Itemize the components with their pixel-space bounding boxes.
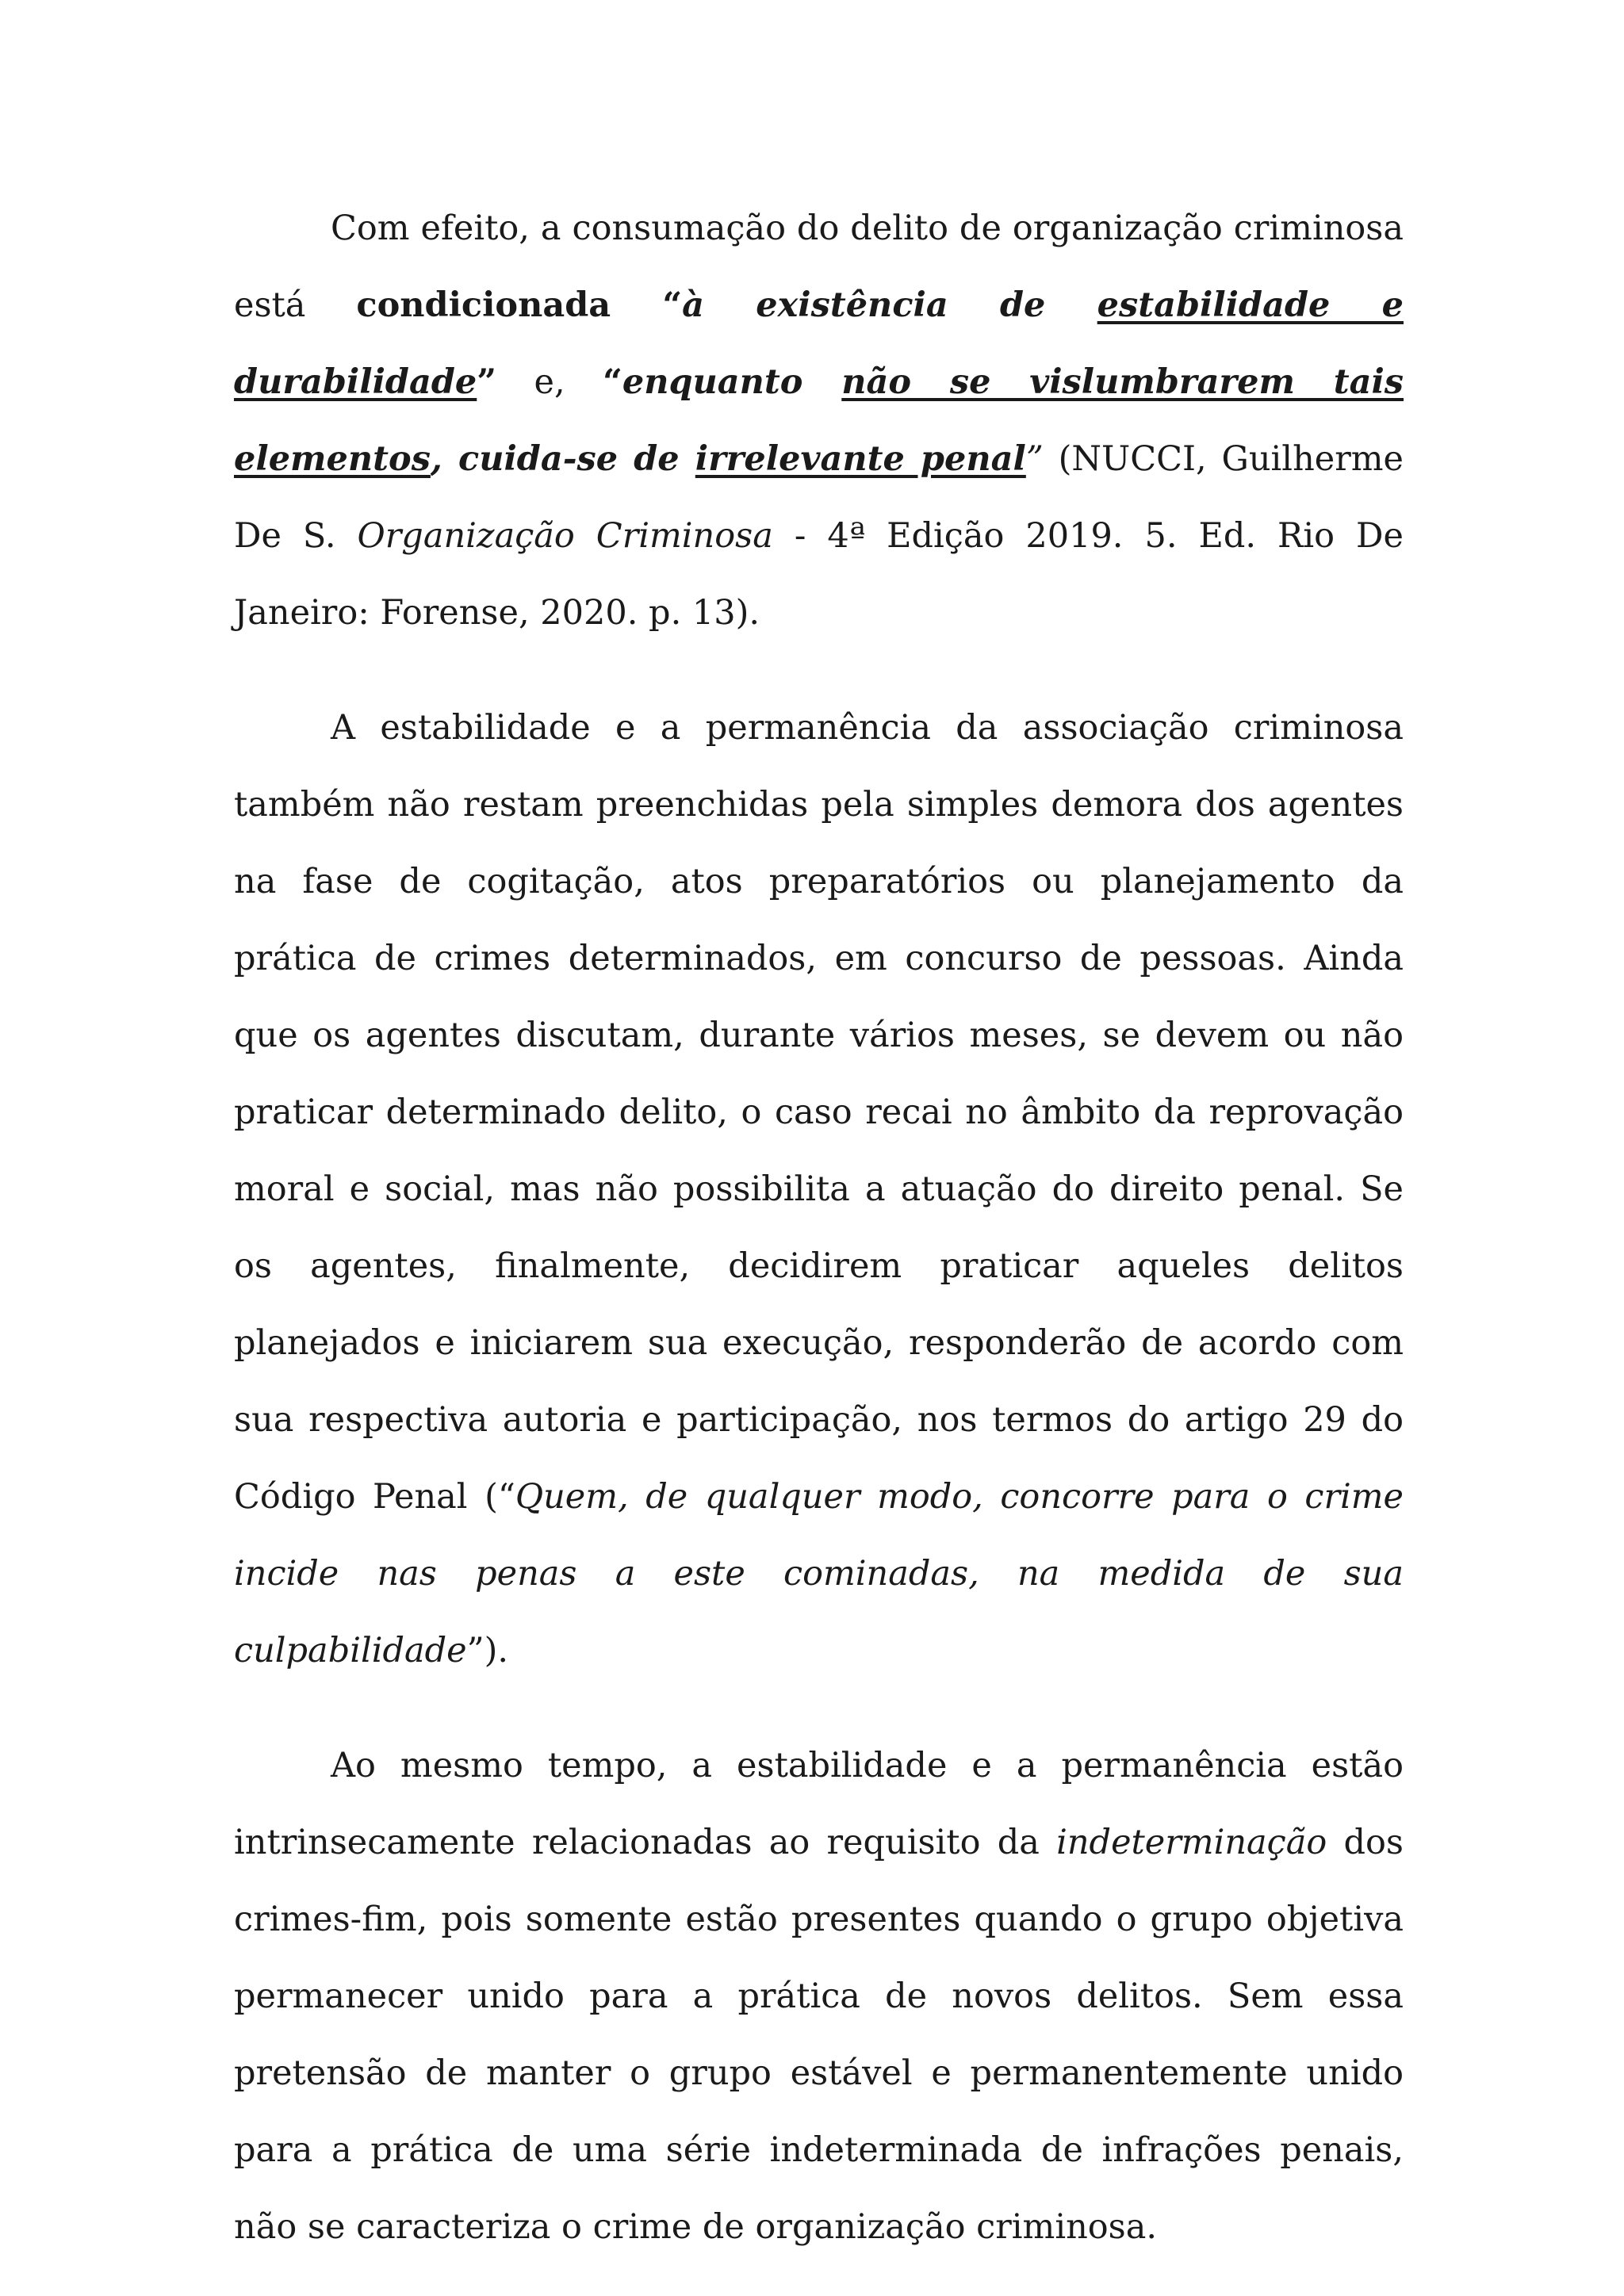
p1-quote-estabilidade: estabilidade e durabilidade	[234, 285, 1404, 402]
p1-close-quote-2: ”	[1025, 439, 1044, 479]
p1-text-1: Com efeito, a consumação do delito de organização criminosa está	[234, 209, 1404, 325]
p1-text-e: e,	[496, 362, 603, 402]
p2-text-end: ”).	[466, 1631, 509, 1670]
p1-quote-existencia: à existência de	[682, 285, 1097, 325]
paragraph-1	[234, 190, 1404, 652]
p1-bold-condicionada: condicionada “	[356, 285, 683, 325]
p1-close-quote-1: ”	[477, 362, 497, 402]
p1-quote-cuida-se: , cuida-se de	[430, 439, 695, 479]
p3-text-2: dos crimes-fim, pois somente estão presentes quando o grupo objetiva permanecer unido para a prática de novos delitos. Sem essa pretensão de manter o grupo estável e permanentemente unido para a prática de uma série indeterminada de infrações penais, não se caracteriza o crime de organização criminosa.	[234, 1823, 1404, 2247]
p1-quote-nao-se-vislumbrarem: não se vislumbrarem tais elementos	[234, 362, 1404, 479]
paragraph-2	[234, 690, 1404, 1689]
p3-italic-indeterminacao: indeterminação	[1056, 1823, 1327, 1862]
p1-quote-irrelevante-penal: irrelevante penal	[695, 439, 1026, 479]
p2-quote-article-29: Quem, de qualquer modo, concorre para o crime incide nas penas a este cominadas, na medida de sua culpabilidade	[234, 1477, 1404, 1670]
p3-text-1: Ao mesmo tempo, a estabilidade e a permanência estão intrinsecamente relacionadas ao requisito da	[234, 1746, 1404, 1862]
p1-quote-enquanto: enquanto	[622, 362, 842, 402]
paragraph-3	[234, 1728, 1404, 2266]
p1-citation-title: Organização Criminosa	[357, 516, 773, 556]
p1-open-quote-2: “	[603, 362, 622, 402]
p2-text-1: A estabilidade e a permanência da associação criminosa também não restam preenchidas pela simples demora dos agentes na fase de cogitação, atos preparatórios ou planejamento da prática de crimes determinados, em concurso de pessoas. Ainda que os agentes discutam, durante vários meses, se devem ou não praticar determinado delito, o caso recai no âmbito da reprovação moral e social, mas não possibilita a atuação do direito penal. Se os agentes, finalmente, decidirem praticar aqueles delitos planejados e iniciarem sua execução, responderão de acordo com sua respectiva autoria e participação, nos termos do artigo 29 do Código Penal (“	[234, 708, 1404, 1517]
p1-citation-author: (NUCCI, Guilherme De S.	[234, 439, 1404, 556]
document-body	[234, 190, 1404, 2266]
p1-citation-edition: - 4ª Edição 2019. 5. Ed. Rio De Janeiro: Forense, 2020. p. 13).	[234, 516, 1404, 633]
